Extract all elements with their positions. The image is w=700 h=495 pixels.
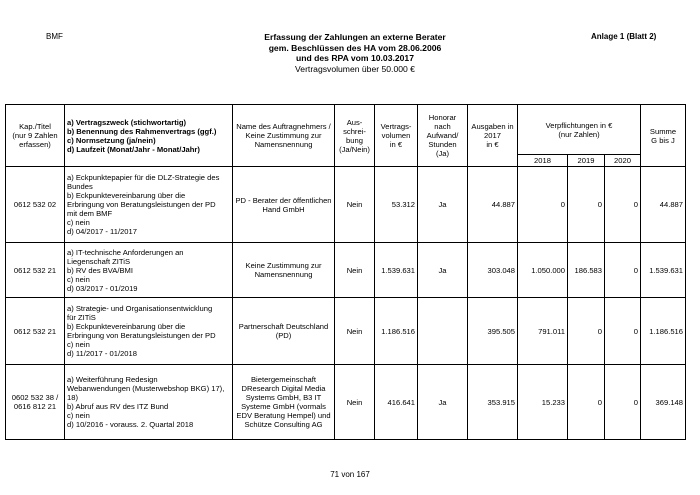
cell-summe: 369.148 (641, 365, 686, 440)
header-line: erfassen) (19, 140, 51, 149)
cell-kap (6, 167, 65, 243)
cell-y2019: 0 (568, 365, 605, 440)
table-row (6, 298, 686, 365)
header-ausschreibung (335, 105, 375, 167)
cell-line: d) 03/2017 - 01/2019 (67, 283, 138, 293)
cell-line: Namensnennung (254, 270, 313, 279)
cell-line: für ZITiS (67, 313, 96, 322)
page-number: 71 von 167 (330, 470, 370, 479)
cell-line: Erbringung von Beratungsleistungen der PD (67, 331, 216, 340)
cell-summe: 44.887 (641, 167, 686, 243)
header-line: G bis J (651, 135, 675, 145)
cell-ausgaben: 303.048 (468, 243, 518, 298)
title-line: Erfassung der Zahlungen an externe Berater (264, 32, 446, 42)
cell-zweck (65, 365, 233, 440)
header-line: a) Vertragszweck (stichwortartig) (67, 117, 187, 127)
cell-line: Schütze Consulting AG (244, 420, 323, 429)
cell-honorar: Ja (418, 365, 468, 440)
cell-honorar (418, 298, 468, 365)
cell-line: (PD) (275, 331, 292, 340)
header-line: bung (346, 135, 363, 145)
cell-line: d) 10/2016 - vorauss. 2. Quartal 2018 (67, 420, 194, 429)
cell-line: b) RV des BVA/BMI (67, 265, 133, 275)
header-year-2019: 2019 (568, 155, 605, 167)
cell-y2018: 0 (518, 167, 568, 243)
cell-line: Systeme GmbH (vormals (241, 402, 326, 411)
header-line: Keine Zustimmung zur (245, 131, 322, 140)
cell-y2020: 0 (605, 243, 641, 298)
header-line: c) Normsetzung (ja/nein) (67, 135, 156, 145)
cell-line: 0602 532 38 / (11, 393, 59, 402)
header-line: Verpflichtungen in € (545, 120, 613, 130)
header-kap (6, 105, 65, 167)
cell-line: DResearch Digital Media (241, 384, 326, 393)
header-zweck (65, 105, 233, 167)
cell-line: Liegenschaft ZITiS (67, 256, 131, 266)
cell-y2019: 186.583 (568, 243, 605, 298)
header-line: (Ja/Nein) (339, 144, 370, 154)
cell-zweck (65, 243, 233, 298)
cell-line: EDV Beratung Hempel) und (236, 411, 331, 420)
cell-line: c) nein (67, 411, 90, 420)
cell-line: 0612 532 21 (13, 326, 57, 336)
header-verpflichtungen (518, 105, 641, 155)
cell-line: 0616 812 21 (13, 402, 57, 411)
header-name (233, 105, 335, 167)
page-title (210, 32, 500, 74)
payments-table (5, 104, 686, 440)
title-line: gem. Beschlüssen des HA vom 28.06.2006 (268, 42, 442, 53)
cell-line: Systems GmbH, B3 IT (245, 393, 322, 402)
cell-line: d) 11/2017 - 01/2018 (67, 349, 137, 358)
cell-line: d) 04/2017 - 11/2017 (67, 227, 137, 236)
header-line: Stunden (428, 140, 457, 149)
cell-zweck (65, 167, 233, 243)
cell-ausschreibung: Nein (335, 167, 375, 243)
cell-line: Erbringung von Beratungsleistungen der PD (67, 200, 216, 209)
cell-y2018: 791.011 (518, 298, 568, 365)
cell-ausschreibung: Nein (335, 365, 375, 440)
header-line: schrei- (343, 126, 366, 136)
header-volumen (375, 105, 418, 167)
cell-ausgaben: 353.915 (468, 365, 518, 440)
cell-volumen: 1.186.516 (375, 298, 418, 365)
cell-line: b) Eckpunktevereinbarung über die (67, 322, 186, 331)
cell-y2019: 0 (568, 167, 605, 243)
annex-label: Anlage 1 (Blatt 2) (591, 32, 657, 41)
cell-line: Partnerschaft Deutschland (238, 322, 329, 331)
header-summe (641, 105, 686, 167)
cell-name (233, 298, 335, 365)
table-row (6, 365, 686, 440)
table-row (6, 167, 686, 243)
header-line: 2017 (484, 131, 501, 140)
header-honorar (418, 105, 468, 167)
header-line: nach (434, 122, 451, 131)
cell-line: Keine Zustimmung zur (245, 261, 322, 270)
cell-ausschreibung: Nein (335, 298, 375, 365)
cell-volumen: 416.641 (375, 365, 418, 440)
cell-line: 18) (67, 393, 78, 402)
header-line: (nur 9 Zahlen (12, 131, 58, 140)
cell-summe: 1.539.631 (641, 243, 686, 298)
title-line: und des RPA vom 10.03.2017 (296, 53, 414, 63)
cell-honorar: Ja (418, 167, 468, 243)
cell-line: a) IT-technische Anforderungen an (67, 247, 184, 257)
cell-kap (6, 298, 65, 365)
header-line: Aus- (346, 117, 363, 127)
header-line: b) Benennung des Rahmenvertrags (ggf.) (67, 126, 217, 136)
cell-line: 0612 532 21 (13, 265, 57, 275)
cell-line: Bundes (67, 182, 93, 191)
header-line: Namensnennung (254, 140, 313, 149)
cell-line: mit dem BMF (67, 209, 113, 218)
cell-y2019: 0 (568, 298, 605, 365)
table-row (6, 243, 686, 298)
cell-line: 0612 532 02 (13, 200, 57, 209)
title-subline: Vertragsvolumen über 50.000 € (295, 63, 415, 74)
cell-y2020: 0 (605, 365, 641, 440)
cell-line: Webanwendungen (Musterwebshop BKG) 17), (67, 384, 225, 393)
cell-y2018: 1.050.000 (518, 243, 568, 298)
cell-zweck (65, 298, 233, 365)
cell-volumen: 53.312 (375, 167, 418, 243)
cell-summe: 1.186.516 (641, 298, 686, 365)
cell-y2020: 0 (605, 167, 641, 243)
cell-line: a) Strategie- und Organisationsentwicklung (67, 304, 213, 313)
cell-name (233, 243, 335, 298)
cell-line: c) nein (67, 274, 90, 284)
cell-name (233, 365, 335, 440)
cell-line: a) Weiterführung Redesign (67, 375, 158, 384)
ministry-label: BMF (46, 32, 63, 41)
cell-kap (6, 243, 65, 298)
cell-line: c) nein (67, 340, 90, 349)
header-row (6, 105, 686, 155)
header-line: (Ja) (435, 149, 450, 158)
cell-y2020: 0 (605, 298, 641, 365)
header-line: Summe (649, 126, 677, 136)
header-line: Aufwand/ (426, 131, 459, 140)
cell-volumen: 1.539.631 (375, 243, 418, 298)
cell-ausschreibung: Nein (335, 243, 375, 298)
cell-line: c) nein (67, 218, 90, 227)
cell-line: a) Eckpunktepapier für die DLZ-Strategie des (67, 173, 220, 182)
cell-ausgaben: 395.505 (468, 298, 518, 365)
header-line: Honorar (428, 113, 457, 122)
cell-y2018: 15.233 (518, 365, 568, 440)
cell-kap (6, 365, 65, 440)
header-line: Kap./Titel (19, 122, 51, 131)
cell-ausgaben: 44.887 (468, 167, 518, 243)
header-year-2018: 2018 (518, 155, 568, 167)
header-line: Ausgaben in (471, 122, 514, 131)
cell-honorar: Ja (418, 243, 468, 298)
header-line: d) Laufzeit (Monat/Jahr - Monat/Jahr) (67, 144, 200, 154)
cell-line: b) Eckpunktevereinbarung über die (67, 191, 186, 200)
cell-line: Bietergemeinschaft (250, 375, 316, 384)
header-line: Name des Auftragnehmers / (236, 122, 331, 131)
cell-line: PD - Berater der öffentlichen (235, 195, 332, 205)
header-line: in € (486, 140, 499, 149)
cell-name (233, 167, 335, 243)
header-line: volumen (381, 131, 411, 140)
header-year-2020: 2020 (605, 155, 641, 167)
header-line: (nur Zahlen) (558, 129, 600, 139)
header-line: Vertrags- (380, 122, 412, 131)
header-ausgaben (468, 105, 518, 167)
cell-line: Hand GmbH (262, 204, 305, 214)
cell-line: b) Abruf aus RV des ITZ Bund (67, 402, 169, 411)
header-line: in € (389, 140, 403, 149)
